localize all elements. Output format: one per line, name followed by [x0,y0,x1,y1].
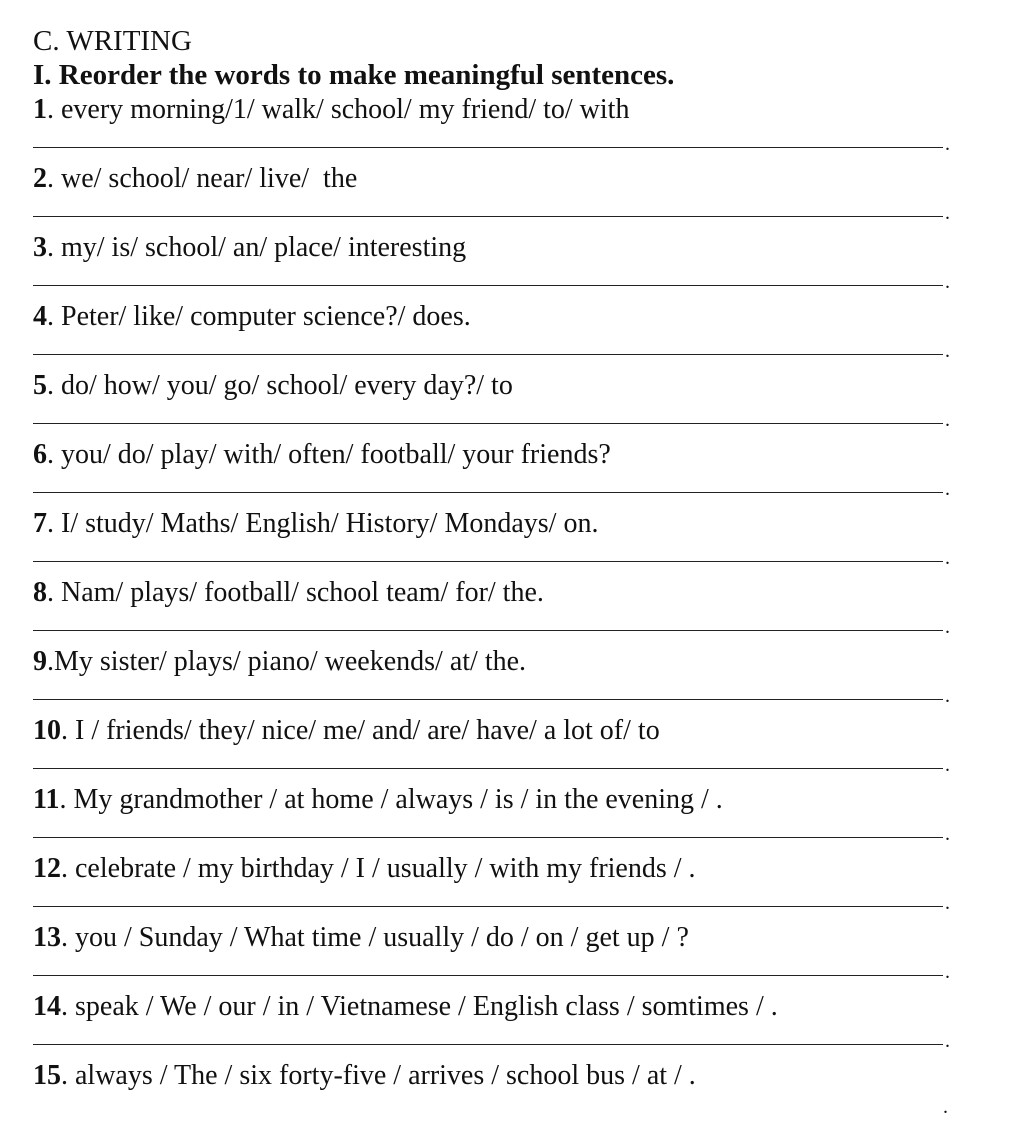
item-prompt [33,990,778,1024]
answer-line-end: . [945,892,950,914]
item-words: speak / We / our / in / Vietnamese / English class / somtimes / . [75,991,778,1022]
item-separator: . [47,370,61,401]
answer-line[interactable] [33,423,943,424]
item-number: 13 [33,922,61,953]
answer-line-end: . [945,547,950,569]
item-separator: . [47,301,61,332]
item-separator: . [61,853,75,884]
answer-line-end: . [945,685,950,707]
exercise-item-12 [33,852,963,921]
item-prompt [33,783,723,817]
answer-line-end: . [945,754,950,776]
instruction-heading: I. Reorder the words to make meaningful sentences. [33,59,675,91]
item-separator: . [47,232,61,263]
answer-line[interactable] [33,768,943,769]
item-number: 14 [33,991,61,1022]
item-prompt [33,93,629,127]
exercise-item-4 [33,300,963,369]
item-number: 8 [33,577,47,608]
item-words: I/ study/ Maths/ English/ History/ Mondays/ on. [61,508,599,539]
exercise-item-5 [33,369,963,438]
answer-line[interactable] [33,492,943,493]
exercise-item-7 [33,507,963,576]
exercise-item-2 [33,162,963,231]
item-separator: . [61,991,75,1022]
answer-line-end: . [945,1030,950,1052]
item-number: 3 [33,232,47,263]
item-words: My grandmother / at home / always / is / in the evening / . [73,784,723,815]
item-words: celebrate / my birthday / I / usually / with my friends / . [75,853,696,884]
item-separator: . [61,715,75,746]
answer-line[interactable] [33,561,943,562]
item-number: 15 [33,1060,61,1091]
item-prompt [33,645,526,679]
answer-line-end: . [945,616,950,638]
exercise-item-8 [33,576,963,645]
item-number: 6 [33,439,47,470]
exercise-item-1 [33,93,963,162]
item-prompt [33,576,544,610]
section-title: C. WRITING [33,25,192,57]
item-words: always / The / six forty-five / arrives / school bus / at / . [75,1060,696,1091]
answer-line-end: . [945,340,950,362]
item-words: My sister/ plays/ piano/ weekends/ at/ the. [54,646,527,677]
answer-line[interactable] [33,975,943,976]
item-prompt [33,1059,696,1093]
item-prompt [33,369,513,403]
item-number: 4 [33,301,47,332]
item-prompt [33,231,466,265]
item-words: every morning/1/ walk/ school/ my friend/ to/ with [61,94,630,125]
answer-line[interactable] [33,147,943,148]
answer-line-end: . [945,271,950,293]
answer-line[interactable] [33,1044,943,1045]
item-words: I / friends/ they/ nice/ me/ and/ are/ have/ a lot of/ to [75,715,660,746]
item-prompt [33,714,660,748]
item-separator: . [47,94,61,125]
item-number: 2 [33,163,47,194]
item-prompt [33,162,357,196]
item-prompt [33,507,598,541]
answer-line-end: . [945,478,950,500]
exercise-item-6 [33,438,963,507]
item-number: 10 [33,715,61,746]
item-words: Peter/ like/ computer science?/ does. [61,301,471,332]
item-number: 12 [33,853,61,884]
answer-line[interactable] [33,354,943,355]
answer-line[interactable] [33,837,943,838]
item-separator: . [47,508,61,539]
item-words: you / Sunday / What time / usually / do / on / get up / ? [75,922,689,953]
answer-line[interactable] [33,630,943,631]
answer-line[interactable] [33,699,943,700]
answer-line-end: . [945,202,950,224]
item-number: 1 [33,94,47,125]
answer-line-end: . [945,409,950,431]
exercise-item-3 [33,231,963,300]
exercise-item-15 [33,1059,963,1128]
item-words: we/ school/ near/ live/ the [61,163,358,194]
item-separator: . [47,439,61,470]
exercise-item-13 [33,921,963,990]
answer-line-end: . [945,961,950,983]
item-number: 7 [33,508,47,539]
answer-line[interactable] [33,906,943,907]
exercise-item-10 [33,714,963,783]
answer-line-end: . [943,1096,948,1118]
answer-line[interactable] [33,216,943,217]
item-separator: . [47,163,61,194]
item-prompt [33,921,689,955]
answer-line[interactable] [33,285,943,286]
answer-line-end: . [945,823,950,845]
item-separator: . [47,577,61,608]
item-prompt [33,300,471,334]
item-separator: . [47,646,54,677]
exercise-item-9 [33,645,963,714]
exercise-item-14 [33,990,963,1059]
item-prompt [33,438,611,472]
item-separator: . [59,784,74,815]
item-words: do/ how/ you/ go/ school/ every day?/ to [61,370,513,401]
item-words: my/ is/ school/ an/ place/ interesting [61,232,467,263]
item-separator: . [61,922,75,953]
item-number: 5 [33,370,47,401]
answer-line-end: . [945,133,950,155]
item-separator: . [61,1060,75,1091]
item-number: 11 [33,784,60,815]
item-prompt [33,852,696,886]
item-words: Nam/ plays/ football/ school team/ for/ the. [61,577,544,608]
item-words: you/ do/ play/ with/ often/ football/ your friends? [61,439,611,470]
exercise-item-11 [33,783,963,852]
item-number: 9 [33,646,47,677]
